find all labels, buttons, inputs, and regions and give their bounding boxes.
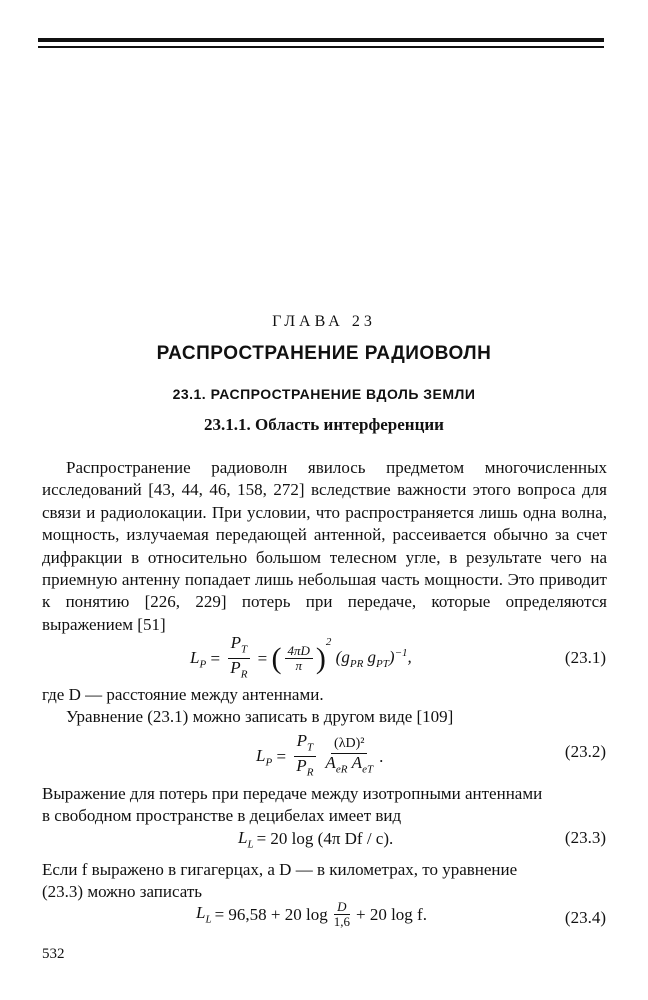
- eq4-fraction: $\frac{D}{1,6}$: [333, 899, 350, 929]
- equation-number-23-4: (23.4): [564, 908, 606, 927]
- body-paragraph-1: Распространение радиоволн явилось предметом многочисленных исследований [43, 44, 46, 158, 272] вследствие важности этого вопроса для связи и радиолокации. При условии, что распространяется лишь одна волна, мощность, излучаемая передающей антенной, рассеивается обычно за счет дифракции в относительно большом телесном угле, в результате чего на приемную антенну попадает лишь небольшая часть мощности. Это приводит к понятию [226, 229] потерь при передаче, которые определяются выражением [51]: [42, 458, 607, 634]
- chapter-label: ГЛАВА 23: [272, 313, 376, 330]
- text-before-eq3-line1: Выражение для потерь при передаче между изотропными антеннами: [42, 784, 543, 803]
- eq4-lhs: $L_L$: [196, 903, 212, 926]
- eq1-lhs: $L_P$: [190, 647, 207, 671]
- equation-23-3: $L_L$ = 20 log (4π Df / c).: [238, 828, 394, 851]
- equation-23-1: $L_P$ = $\frac{P_T}{P_R}$ = ( $\frac{4\pi D}{\pi}$ ) $^2$ ($g_{PR}$ $g_{PT})^{-1}$,: [190, 634, 412, 684]
- eq1-gain-term: ($g_{PR}$ $g_{PT})^{-1}$,: [335, 647, 412, 671]
- eq3-lhs: $L_L$: [238, 828, 254, 851]
- section-title: 23.1. РАСПРОСТРАНЕНИЕ ВДОЛЬ ЗЕМЛИ: [172, 386, 476, 402]
- equation-number-23-1: (23.1): [564, 648, 606, 667]
- equation-23-4: $L_L$ = 96,58 + 20 log $\frac{D}{1,6}$ + 20 log f.: [196, 899, 427, 929]
- text-after-eq1: где D — расстояние между антеннами.: [42, 685, 324, 704]
- equation-number-23-2: (23.2): [564, 742, 606, 761]
- text-before-eq4-line2: (23.3) можно записать: [42, 882, 203, 901]
- top-rule-thick: [38, 38, 604, 42]
- eq2-lhs: $L_P$: [256, 745, 273, 769]
- text-before-eq4-line1: Если f выражено в гигагерцах, а D — в километрах, то уравнение: [42, 860, 518, 879]
- page-number: 532: [42, 946, 65, 962]
- subsection-title: 23.1.1. Область интерференции: [204, 415, 444, 434]
- eq2-fraction-aperture: $\frac{\text{(λD)²}}{A_{eR} A_{eT}}$: [325, 736, 374, 776]
- chapter-title: РАСПРОСТРАНЕНИЕ РАДИОВОЛН: [156, 343, 492, 364]
- equation-23-2: $L_P$ = $\frac{P_T}{P_R}$ $\frac{\text{(λD)²}}{A_{eR} A_{eT}}$ .: [256, 732, 383, 782]
- text-before-eq2: Уравнение (23.1) можно записать в другом виде [109]: [66, 707, 454, 726]
- eq1-fraction-distance: $\frac{4\pi D}{\pi}$: [285, 644, 313, 673]
- text-before-eq3-line2: в свободном пространстве в децибелах имеет вид: [42, 806, 402, 825]
- top-rule-thin: [38, 46, 604, 48]
- eq2-fraction-power: $\frac{P_T}{P_R}$: [293, 732, 316, 782]
- eq1-fraction-power: $\frac{P_T}{P_R}$: [227, 634, 250, 684]
- equation-number-23-3: (23.3): [564, 828, 606, 847]
